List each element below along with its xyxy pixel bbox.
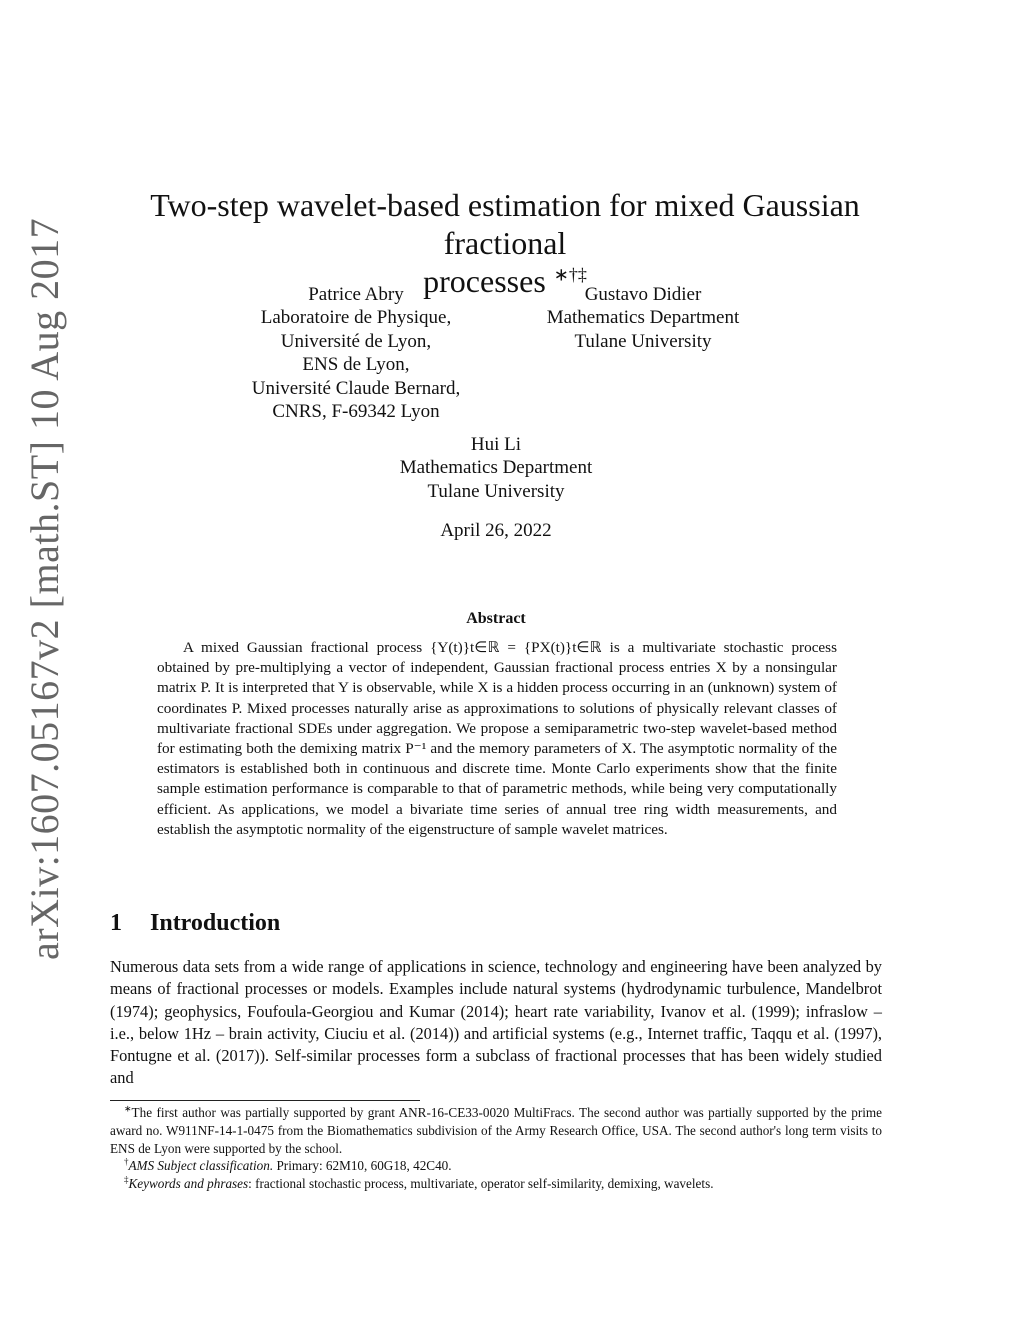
author-didier: [520, 283, 766, 353]
author-affiliation: Université Claude Bernard,: [251, 377, 461, 399]
author-name: Hui Li: [470, 434, 522, 455]
footnote-3: [110, 1175, 882, 1193]
title-footnote-marks: ∗†‡: [553, 264, 587, 285]
author-affiliation: Mathematics Department: [546, 307, 740, 329]
title-line-2: [110, 262, 900, 300]
author-affiliation: Tulane University: [427, 480, 565, 502]
paper-date: April 26, 2022: [440, 520, 552, 541]
abstract-text: A mixed Gaussian fractional process {Y(t)}t∈ℝ = {PX(t)}t∈ℝ is a multivariate stochastic process obtained by pre-multiplying a vector of independent, Gaussian fractional process entries X by a nonsingular matrix P. It is interpreted that Y is observable, while X is a hidden process occurring in an (unknown) system of coordinates P. Mixed processes naturally arise as approximations to solutions of physically relevant classes of multivariate fractional SDEs under aggregation. We propose a semiparametric two-step wavelet-based method for estimating both the demixing matrix P⁻¹ and the memory parameters of X. The asymptotic normality of the estimators is established both in continuous and discrete time. Monte Carlo experiments show that the finite sample estimation performance is comparable to that of parametric methods, while being very computationally efficient. As applications, we model a bivariate time series of annual tree ring width measurements, and establish the asymptotic normality of the eigenstructure of sample wavelet matrices.: [157, 639, 837, 838]
title-line-2-text: processes: [423, 263, 546, 299]
author-name: Gustavo Didier: [584, 284, 702, 305]
paper-title: [110, 186, 900, 300]
author-name: Patrice Abry: [308, 284, 404, 305]
arxiv-stamp-text: arXiv:1607.05167v2 [math.ST] 10 Aug 2017: [21, 217, 67, 960]
title-line-1: Two-step wavelet-based estimation for mixed Gaussian fractional: [150, 187, 860, 261]
section-number: 1: [110, 910, 122, 936]
footnote-3-mark: ‡: [124, 1174, 129, 1185]
footnote-1-text: The first author was partially supported by grant ANR-16-CE33-0020 MultiFracs. The second author was partially supported by the prime award no. W911NF-14-1-0475 from the Biomathematics subdivision of the Army Research Office, USA. The second author's long term visits to ENS de Lyon were supported by the school.: [110, 1105, 882, 1156]
footnotes: [110, 1104, 882, 1193]
arxiv-stamp: [14, 0, 74, 980]
section-title-text: Introduction: [150, 910, 281, 936]
intro-paragraph: Numerous data sets from a wide range of applications in science, technology and engineering have been analyzed by means of fractional processes or models. Examples include natural systems (hydrodynamic turbulence, Mandelbrot (1974); geophysics, Foufoula-Georgiou and Kumar (2014); heart rate variability, Ivanov et al. (1999); infraslow – i.e., below 1Hz – brain activity, Ciuciu et al. (2014)) and artificial systems (e.g., Internet traffic, Taqqu et al. (1997), Fontugne et al. (2017)). Self-similar processes form a subclass of fractional processes that has been widely studied and: [110, 957, 882, 1088]
footnote-3-label: Keywords and phrases: [128, 1176, 249, 1192]
author-affiliation: CNRS, F-69342 Lyon: [272, 401, 440, 423]
author-affiliation: Laboratoire de Physique,: [260, 307, 452, 329]
footnote-2-label: AMS Subject classification.: [128, 1158, 274, 1174]
intro-body: [110, 956, 882, 1090]
abstract-heading: Abstract: [466, 610, 526, 627]
author-affiliation: ENS de Lyon,: [302, 354, 410, 376]
footnote-1-mark: ∗: [124, 1103, 132, 1114]
abstract-body: [157, 638, 837, 840]
footnote-2-text: Primary: 62M10, 60G18, 42C40.: [273, 1158, 452, 1174]
footnote-2: [110, 1157, 882, 1175]
footnote-3-text: : fractional stochastic process, multivariate, operator self-similarity, demixing, wavelets.: [248, 1176, 714, 1192]
author-affiliation: Université de Lyon,: [280, 330, 432, 352]
author-affiliation: Tulane University: [574, 330, 712, 352]
footnote-2-mark: †: [124, 1157, 129, 1167]
author-li: [376, 433, 616, 503]
author-affiliation: Mathematics Department: [399, 457, 593, 479]
footnote-rule: [110, 1100, 420, 1101]
author-abry: [236, 283, 476, 423]
section-heading: [110, 910, 280, 937]
footnote-1: [110, 1104, 882, 1157]
